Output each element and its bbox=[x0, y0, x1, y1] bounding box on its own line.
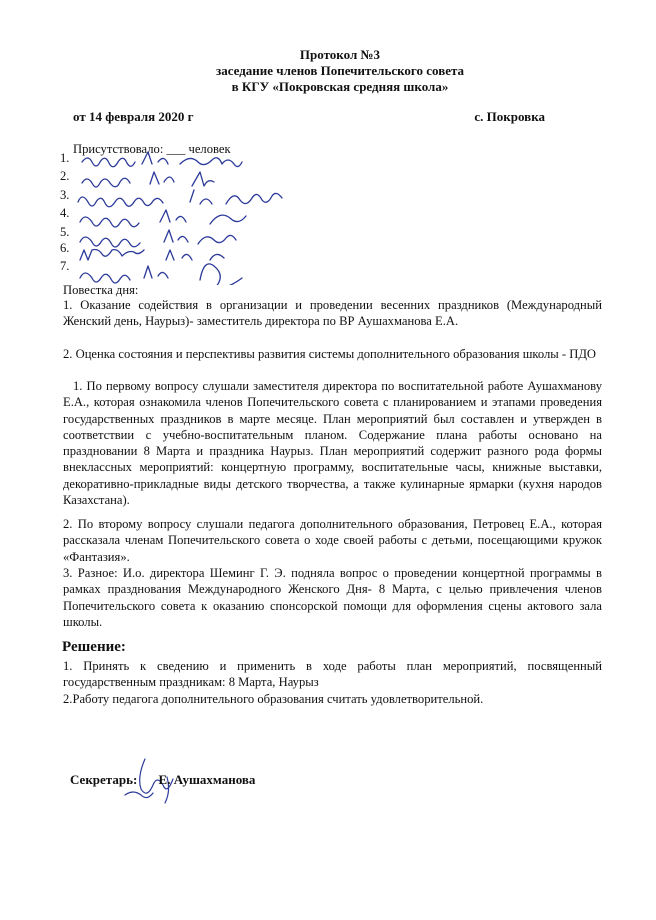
attendance-label: Присутствовало: ___ человек bbox=[73, 142, 231, 156]
attendee-7: 7. bbox=[60, 259, 70, 273]
discussion-question-1: 1. По первому вопросу слушали заместителя директора по воспитательной работе Аушахманову Е.А., которая ознакомила членов Попечительского совета с планированием и этапами проведения государственных праздников в марте месяце. План мероприятий был составлен и утвержден в соответствии с учебно-воспитательным планом. Содержание плана работы основано на праздновании 8 Марта и праздника Наурыз. План мероприятий содержит разного рода формы внеклассных мероприятий: концертную программу, воспитательные часы, книжные выставки, декоративно-прикладные виды детского творчества, а также кулинарные ярмарки (кухня народов Казахстана). bbox=[63, 379, 602, 508]
discussion-other: 3. Разное: И.о. директора Шеминг Г. Э. подняла вопрос о проведении концертной программы в рамках празднования Международного Женского Дня- 8 Марта, с целью привлечения членов Попечительского совета к оказанию спонсорской помощи для оформления сцены актового зала школы. bbox=[63, 566, 602, 629]
meeting-place: с. Покровка bbox=[474, 109, 545, 124]
attendee-1: 1. bbox=[60, 151, 70, 165]
agenda-item-1: 1. Оказание содействия в организации и проведении весенних праздников (Международный Женский день, Наурыз)- заместитель директора по ВР Аушахманова Е.А. bbox=[63, 298, 602, 329]
attendee-6: 6. bbox=[60, 241, 70, 255]
secretary-name: Е. Аушахманова bbox=[158, 772, 256, 787]
secretary-label: Секретарь: bbox=[70, 772, 138, 787]
agenda-heading: Повестка дня: bbox=[63, 283, 139, 297]
discussion-question-2: 2. По второму вопросу слушали педагога дополнительного образования, Петровец Е.А., которая рассказала членам Попечительского совета о ходе своей работы с детьми, посещающими кружок «Фантазия». bbox=[63, 517, 602, 564]
secretary-line bbox=[70, 772, 255, 788]
decision-item-1: 1. Принять к сведению и применить в ходе работы план мероприятий, посвященный государственным праздникам: 8 Марта, Наурыз bbox=[63, 659, 602, 690]
meeting-date: от 14 февраля 2020 г bbox=[73, 109, 194, 124]
decision-item-2: 2.Работу педагога дополнительного образования считать удовлетворительной. bbox=[63, 692, 484, 706]
decision-heading: Решение: bbox=[62, 639, 126, 655]
handwritten-attendee-list bbox=[60, 150, 350, 285]
protocol-institution: в КГУ «Покровская средняя школа» bbox=[231, 79, 449, 94]
attendee-3: 3. bbox=[60, 188, 70, 202]
protocol-subtitle: заседание членов Попечительского совета bbox=[215, 63, 465, 78]
attendee-4: 4. bbox=[60, 206, 70, 220]
attendee-2: 2. bbox=[60, 169, 70, 183]
attendee-5: 5. bbox=[60, 225, 70, 239]
agenda-item-2: 2. Оценка состояния и перспективы развития системы дополнительного образования школы - ПДО bbox=[63, 347, 597, 361]
protocol-title: Протокол №3 bbox=[299, 47, 381, 62]
